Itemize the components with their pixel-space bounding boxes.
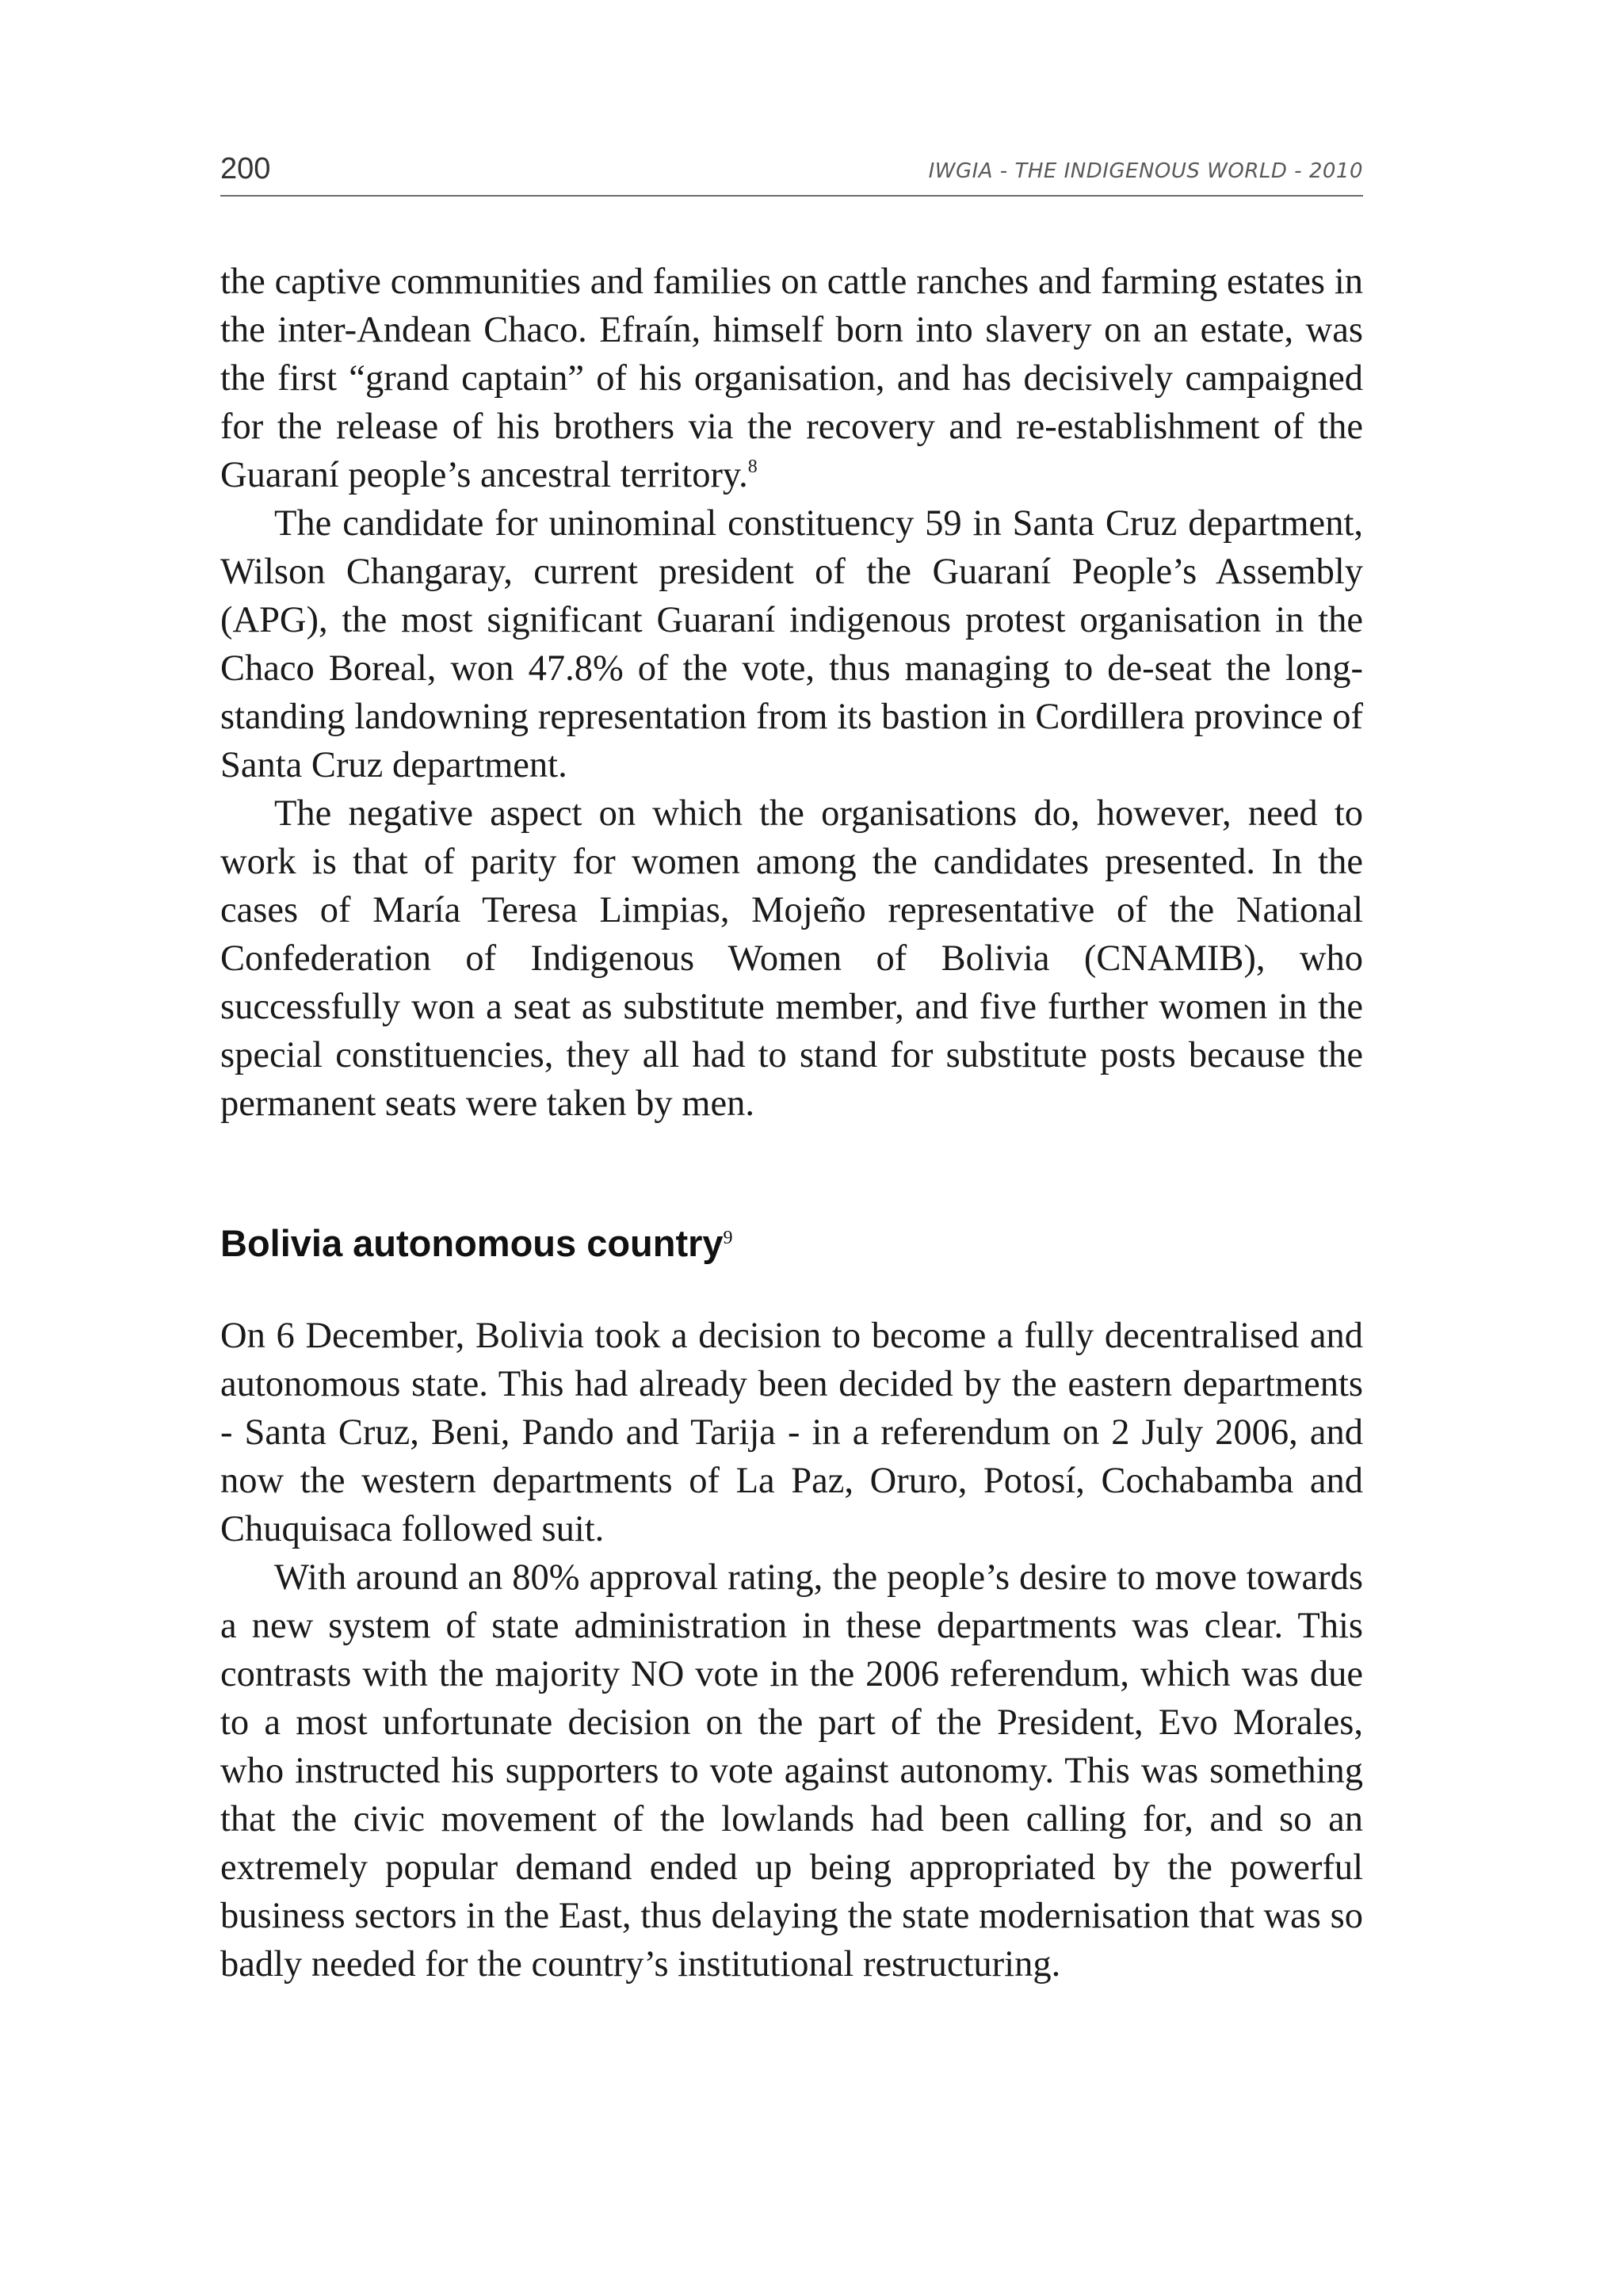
running-header xyxy=(220,151,1363,197)
paragraph-2-text: The candidate for uninominal constituency 59 in Santa Cruz department, Wilson Changaray, current president of the Guaraní People’s Assembly (APG), the most significant Guaraní indigenous protest organisation in the Chaco Boreal, won 47.8% of the vote, thus managing to de-seat the long-standing landowning representation from its bastion in Cordillera province of Santa Cruz department. xyxy=(220,503,1363,785)
section-text-block xyxy=(220,1312,1363,1988)
paragraph-1-text: the captive communities and families on cattle ranches and farming estates in the inter-Andean Chaco. Efraín, himself born into slavery on an estate, was the first “grand captain” of his organisation, and has decisively campaigned for the release of his brothers via the recovery and re-establishment of the Guaraní people’s ancestral territory. xyxy=(220,262,1363,495)
document-page xyxy=(220,151,1363,1988)
paragraph-3 xyxy=(220,789,1363,1128)
section-paragraph-2-text: With around an 80% approval rating, the people’s desire to move towards a new system of state administration in these departments was clear. This contrasts with the majority NO vote in the 2006 referendum, which was due to a most unfortunate decision on the part of the President, Evo Morales, who instructed his supporters to vote against autonomy. This was something that the civic movement of the lowlands had been calling for, and so an extremely popular demand ended up being appropriated by the powerful business sectors in the East, thus delaying the state modernisation that was so badly needed for the country’s institutional restructuring. xyxy=(220,1557,1363,1985)
section-heading xyxy=(220,1220,1363,1267)
footnote-ref-8: 8 xyxy=(747,457,758,477)
section-heading-text: Bolivia autonomous country xyxy=(220,1222,724,1264)
paragraph-3-text: The negative aspect on which the organisations do, however, need to work is that of parity for women among the candidates presented. In the cases of María Teresa Limpias, Mojeño representative of the National Confederation of Indigenous Women of Bolivia (CNAMIB), who successfully won a seat as substitute member, and five further women in the special constituencies, they all had to stand for substitute posts because the permanent seats were taken by men. xyxy=(220,793,1363,1124)
page-number: 200 xyxy=(220,152,271,185)
journal-title: IWGIA - THE INDIGENOUS WORLD - 2010 xyxy=(928,159,1363,183)
paragraph-1 xyxy=(220,258,1363,499)
paragraph-2 xyxy=(220,499,1363,789)
footnote-ref-9: 9 xyxy=(723,1228,733,1248)
section-paragraph-2 xyxy=(220,1553,1363,1988)
intro-text-block xyxy=(220,258,1363,1128)
section-paragraph-1 xyxy=(220,1312,1363,1553)
section-paragraph-1-text: On 6 December, Bolivia took a decision to become a fully decentralised and autonomous state. This had already been decided by the eastern departments - Santa Cruz, Beni, Pando and Tarija - in a referendum on 2 July 2006, and now the western departments of La Paz, Oruro, Potosí, Cochabamba and Chuquisaca followed suit. xyxy=(220,1316,1363,1549)
